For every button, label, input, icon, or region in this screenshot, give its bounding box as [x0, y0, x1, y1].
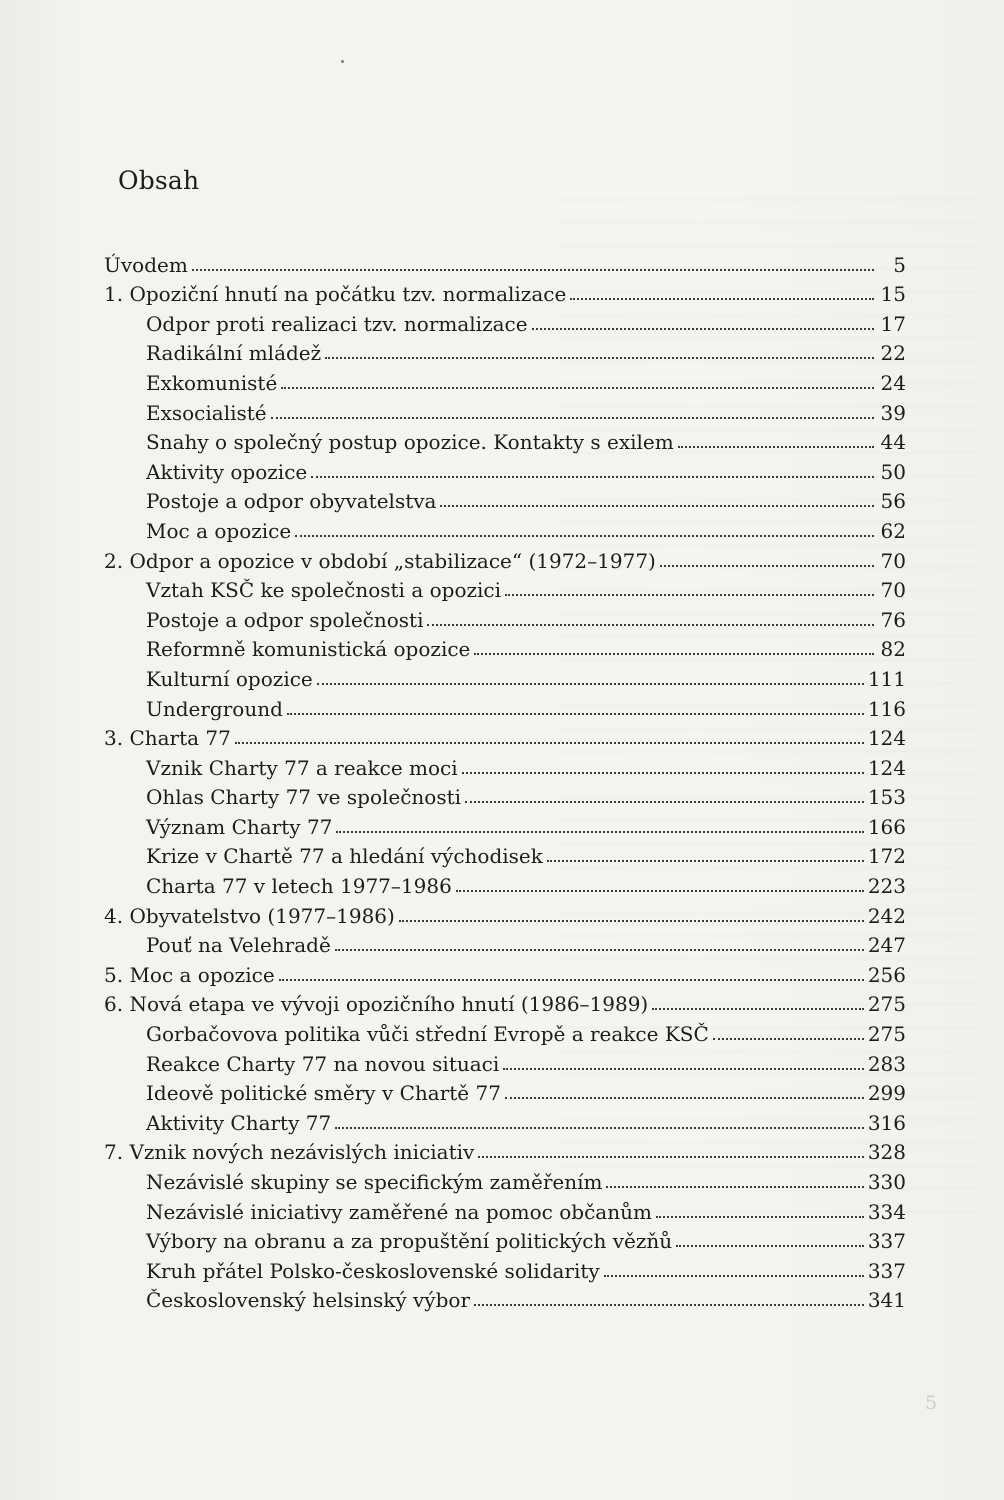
toc-entry-title: Moc a opozice: [146, 518, 292, 543]
toc-subentry: [104, 453, 906, 483]
toc-page-number: 70: [880, 578, 906, 603]
toc-entry-title: Ideově politické směry v Chartě 77: [146, 1081, 501, 1106]
dot-leader: [287, 713, 864, 715]
toc-subentry: [104, 1104, 906, 1134]
toc-entry-title: Výbory na obranu a za propuštění politických vězňů: [146, 1229, 673, 1254]
toc-entry-title: Význam Charty 77: [146, 814, 333, 839]
toc-entry-title: Exkomunisté: [146, 370, 278, 395]
toc-subentry: [104, 838, 906, 868]
toc-page-number: 116: [867, 696, 906, 721]
toc-entry-title: Vztah KSČ ke společnosti a opozici: [146, 578, 502, 603]
toc-page-number: 316: [867, 1110, 906, 1135]
toc-entry: [104, 542, 906, 572]
toc-page-number: 330: [867, 1170, 906, 1194]
dot-leader: [465, 801, 864, 803]
toc-entry-title: Krize v Chartě 77 a hledání východisek: [146, 844, 543, 869]
toc-entry-title: Snahy o společný postup opozice. Kontakty s exilem: [146, 430, 674, 455]
toc-entry-title: 4. Obyvatelstvo (1977–1986): [104, 903, 395, 928]
dot-leader: [440, 505, 874, 507]
toc-entry-title: Reformně komunistická opozice: [146, 637, 471, 662]
toc-subentry: [104, 631, 906, 661]
dot-leader: [474, 1304, 864, 1306]
toc-entry-title: 2. Odpor a opozice v období „stabilizace“ (1972–1977): [104, 548, 656, 573]
dot-leader: [478, 1156, 863, 1158]
toc-page-number: 299: [867, 1081, 906, 1106]
toc-page-number: 275: [867, 1022, 906, 1047]
toc-entry-title: 6. Nová etapa ve vývoji opozičního hnutí (1986–1989): [104, 992, 649, 1017]
dot-leader: [713, 1038, 864, 1040]
toc-entry-title: Postoje a odpor obyvatelstva: [146, 489, 437, 514]
toc-page-number: 15: [880, 282, 906, 307]
toc-entry-title: Kulturní opozice: [146, 666, 313, 691]
toc-entry-title: Underground: [146, 696, 283, 721]
toc-entry-title: Vznik Charty 77 a reakce moci: [146, 755, 458, 780]
dot-leader: [456, 890, 864, 892]
toc-entry-title: Československý helsinský výbor: [146, 1288, 471, 1313]
dot-leader: [335, 949, 864, 951]
dot-leader: [505, 1097, 864, 1099]
toc-entry-title: 1. Opoziční hnutí na počátku tzv. normalizace: [104, 282, 567, 307]
toc-page-number: 22: [880, 341, 906, 366]
toc-subentry: [104, 335, 906, 365]
toc-entry-title: Exsocialisté: [146, 400, 267, 425]
toc-page-number: 247: [867, 933, 906, 958]
toc-page-number: 111: [867, 666, 906, 691]
toc-entry-title: Gorbačovova politika vůči střední Evropě a reakce KSČ: [146, 1022, 709, 1047]
toc-page-number: 337: [867, 1229, 906, 1254]
toc-page-number: 24: [880, 370, 906, 395]
dot-leader: [192, 269, 874, 271]
toc-subentry: [104, 1045, 906, 1075]
toc-entry-title: Odpor proti realizaci tzv. normalizace: [146, 311, 528, 336]
dot-leader: [570, 298, 874, 300]
toc-entry-title: Charta 77 v letech 1977–1986: [146, 874, 452, 899]
dot-leader: [295, 535, 874, 537]
dot-leader: [656, 1216, 864, 1218]
toc-page-number: 124: [867, 726, 906, 751]
toc-subentry: [104, 1075, 906, 1105]
dot-leader: [604, 1275, 864, 1277]
dot-leader: [235, 742, 864, 744]
dot-leader: [279, 979, 864, 981]
toc-page-number: 70: [880, 548, 906, 573]
toc-entry: [104, 720, 906, 750]
dot-leader: [271, 417, 874, 419]
dot-leader: [676, 1245, 864, 1247]
toc-entry: [104, 897, 906, 927]
toc-entry-title: Nezávislé skupiny se specifickým zaměřením: [146, 1170, 603, 1194]
page-number: 5: [925, 1392, 938, 1414]
toc-subentry: [104, 512, 906, 542]
toc-entry-title: Pouť na Velehradě: [146, 933, 331, 958]
toc-page-number: 334: [867, 1199, 906, 1224]
dot-leader: [505, 594, 874, 596]
toc-entry-title: Úvodem: [104, 252, 188, 277]
toc-entry-title: 7. Vznik nových nezávislých iniciativ: [104, 1140, 475, 1165]
toc-subentry: [104, 1252, 906, 1282]
toc-entry-title: Nezávislé iniciativy zaměřené na pomoc občanům: [146, 1199, 652, 1224]
dot-leader: [678, 446, 874, 448]
toc-subentry: [104, 1223, 906, 1253]
toc-page-number: 82: [880, 637, 906, 662]
toc-subentry: [104, 305, 906, 335]
toc-page-number: 337: [867, 1258, 906, 1283]
dot-leader: [503, 1068, 864, 1070]
toc-entry-title: Kruh přátel Polsko-československé solidarity: [146, 1258, 600, 1283]
toc-entry-title: Aktivity opozice: [146, 459, 308, 484]
toc-page-number: 17: [880, 311, 906, 336]
toc-page-number: 50: [880, 459, 906, 484]
toc-entry: [104, 246, 906, 276]
toc-page-number: 166: [867, 814, 906, 839]
toc-subentry: [104, 808, 906, 838]
dot-leader: [462, 772, 864, 774]
toc-page-number: 341: [867, 1288, 906, 1313]
toc-page-number: 242: [867, 903, 906, 928]
toc-page-number: 76: [880, 607, 906, 632]
toc-entry-title: Radikální mládež: [146, 341, 322, 366]
toc-subentry: [104, 660, 906, 690]
dot-leader: [335, 1127, 864, 1129]
dot-leader: [427, 624, 874, 626]
toc-subentry: [104, 601, 906, 631]
dot-leader: [660, 565, 874, 567]
toc-subentry: [104, 779, 906, 809]
toc-page-number: 256: [867, 962, 906, 987]
toc-subentry: [104, 1193, 906, 1223]
dot-leader: [311, 476, 874, 478]
toc-entry-title: Postoje a odpor společnosti: [146, 607, 424, 632]
toc-subentry: [104, 867, 906, 897]
table-of-contents: [104, 246, 906, 1311]
dot-leader: [547, 860, 864, 862]
toc-entry-title: Reakce Charty 77 na novou situaci: [146, 1051, 500, 1076]
paper-speck: [341, 60, 344, 63]
toc-page-number: 62: [880, 518, 906, 543]
toc-subentry: [104, 483, 906, 513]
dot-leader: [317, 683, 864, 685]
toc-entry: [104, 986, 906, 1016]
toc-page-number: 328: [867, 1140, 906, 1165]
toc-subentry: [104, 364, 906, 394]
toc-page-number: 283: [867, 1051, 906, 1076]
toc-page-number: 56: [880, 489, 906, 514]
dot-leader: [474, 653, 874, 655]
toc-page-number: 39: [880, 400, 906, 425]
toc-subentry: [104, 1015, 906, 1045]
dot-leader: [532, 328, 874, 330]
dot-leader: [281, 387, 874, 389]
toc-entry-title: Aktivity Charty 77: [146, 1110, 332, 1135]
toc-entry-title: Ohlas Charty 77 ve společnosti: [146, 785, 462, 810]
dot-leader: [336, 831, 863, 833]
toc-page-number: 223: [867, 874, 906, 899]
toc-subentry: [104, 394, 906, 424]
toc-subentry: [104, 1282, 906, 1312]
toc-page-number: 124: [867, 755, 906, 780]
toc-page-number: 172: [867, 844, 906, 869]
toc-entry-title: 5. Moc a opozice: [104, 962, 275, 987]
dot-leader: [325, 357, 874, 359]
toc-subentry: [104, 927, 906, 957]
toc-subentry: [104, 572, 906, 602]
toc-page-number: 44: [880, 430, 906, 455]
dot-leader: [652, 1008, 864, 1010]
dot-leader: [606, 1186, 863, 1188]
toc-page-number: 275: [867, 992, 906, 1017]
dot-leader: [399, 920, 864, 922]
toc-subentry: [104, 690, 906, 720]
toc-subentry: [104, 424, 906, 454]
toc-subentry: [104, 749, 906, 779]
page-title: Obsah: [118, 166, 200, 195]
toc-entry-title: 3. Charta 77: [104, 726, 231, 751]
toc-entry: [104, 276, 906, 306]
toc-page-number: 5: [893, 252, 906, 277]
toc-page-number: 153: [867, 785, 906, 810]
toc-entry: [104, 1134, 906, 1164]
toc-subentry: [104, 1163, 906, 1193]
toc-entry: [104, 956, 906, 986]
